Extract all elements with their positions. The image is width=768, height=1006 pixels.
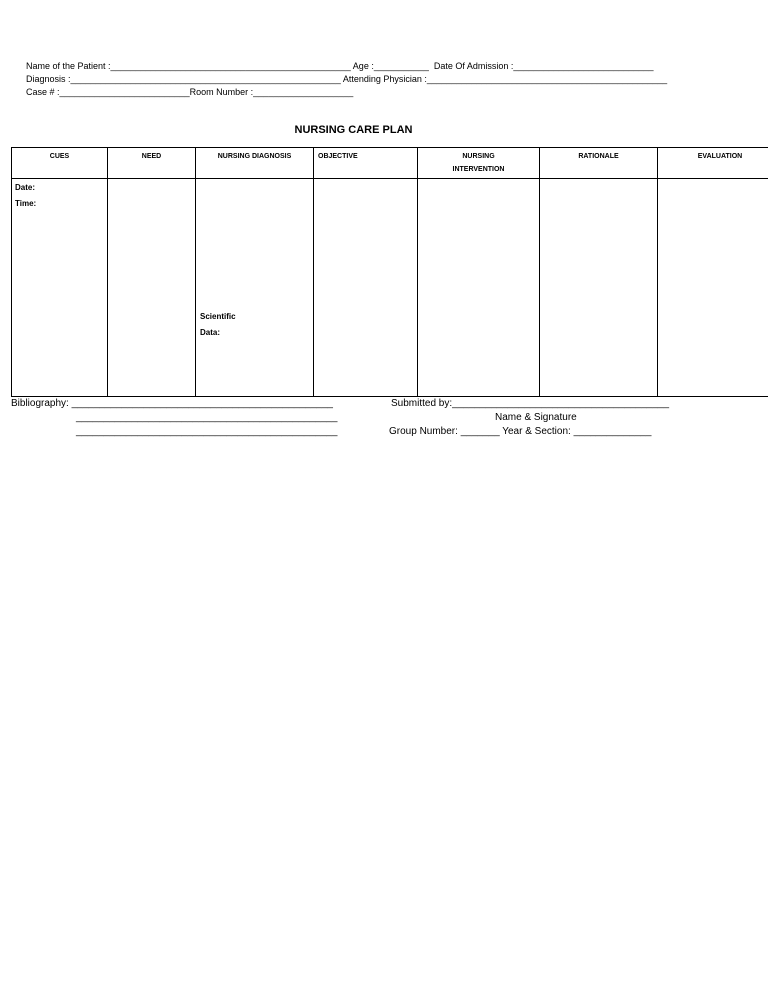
page-title: NURSING CARE PLAN — [294, 124, 413, 136]
col-nursing-diagnosis: NURSING DIAGNOSIS — [196, 148, 314, 179]
cell-evaluation[interactable] — [658, 179, 768, 397]
col-objective: OBJECTIVE — [314, 148, 418, 179]
cell-intervention[interactable] — [418, 179, 540, 397]
col-nursing-intervention: NURSING INTERVENTION — [418, 148, 540, 179]
col-need: NEED — [108, 148, 196, 179]
submitted-by-line: Submitted by:_______________________________________ — [391, 398, 670, 409]
scientific-label: Scientific — [200, 312, 236, 321]
bibliography-line-3: _______________________________________________ — [76, 426, 338, 437]
care-plan-table — [11, 147, 768, 397]
col-rationale: RATIONALE — [540, 148, 658, 179]
cell-objective[interactable] — [314, 179, 418, 397]
diagnosis-line: Diagnosis :______________________________________________________ Attending Physician :________________________________________________ — [26, 74, 668, 84]
case-room-line: Case # :__________________________Room Number :____________________ — [26, 87, 354, 97]
table-body-row — [12, 179, 768, 397]
cell-nursing-diagnosis[interactable] — [196, 179, 314, 397]
patient-name-line: Name of the Patient :________________________________________________ Age :___________ Date Of Admission :____________________________ — [26, 61, 654, 71]
time-label: Time: — [15, 199, 37, 208]
col-cues: CUES — [12, 148, 108, 179]
table-header-row — [12, 148, 768, 179]
cell-need[interactable] — [108, 179, 196, 397]
bibliography-line-2: _______________________________________________ — [76, 412, 338, 423]
bibliography-line: Bibliography: _______________________________________________ — [11, 398, 333, 409]
group-section-line: Group Number: _______ Year & Section: ______________ — [389, 426, 652, 437]
date-label: Date: — [15, 183, 36, 192]
name-signature-label: Name & Signature — [495, 412, 577, 423]
cell-cues[interactable] — [12, 179, 108, 397]
data-label: Data: — [200, 328, 221, 337]
col-evaluation: EVALUATION — [658, 148, 768, 179]
cell-rationale[interactable] — [540, 179, 658, 397]
